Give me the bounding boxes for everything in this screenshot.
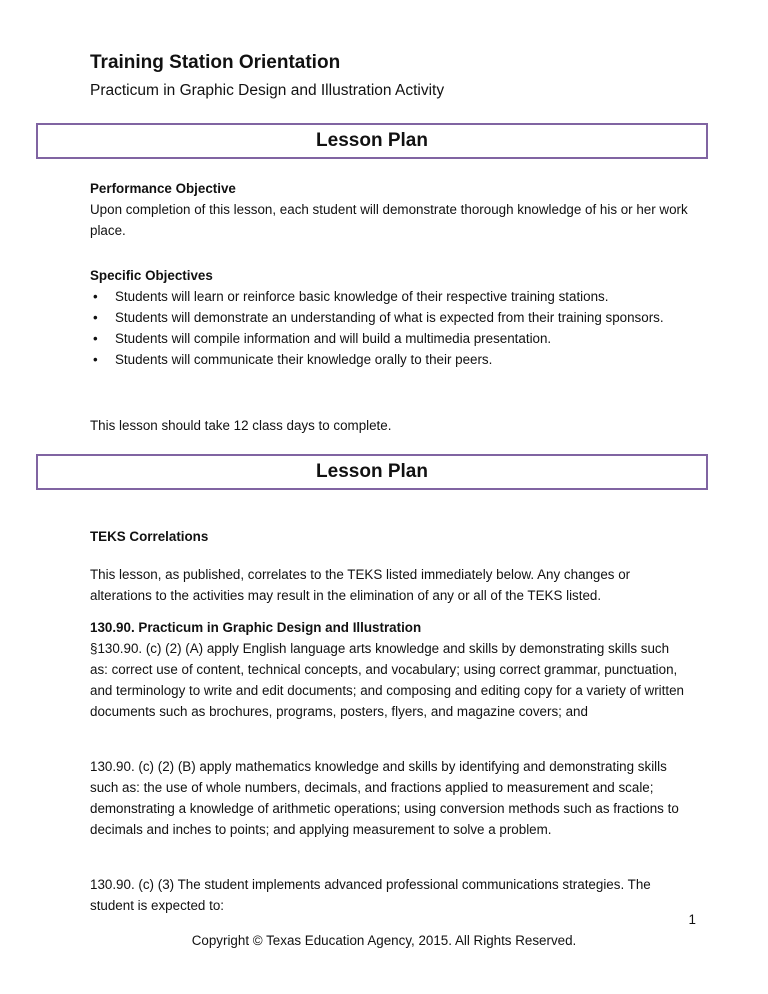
list-item <box>90 349 690 370</box>
document-title: Training Station Orientation <box>90 52 341 73</box>
list-item-text: Students will learn or reinforce basic knowledge of their respective training stations. <box>115 289 609 304</box>
list-item-text: Students will communicate their knowledge orally to their peers. <box>115 352 493 367</box>
bullet-icon: • <box>93 352 98 367</box>
teks-course-section <box>90 617 690 722</box>
specific-objectives-section <box>90 265 690 370</box>
bullet-icon: • <box>93 310 98 325</box>
list-item-text: Students will compile information and will build a multimedia presentation. <box>115 331 552 346</box>
bullet-icon: • <box>93 331 98 346</box>
bullet-icon: • <box>93 289 98 304</box>
specific-objectives-list <box>90 286 690 370</box>
list-item <box>90 328 690 349</box>
document-subtitle: Practicum in Graphic Design and Illustration Activity <box>90 82 445 99</box>
list-item-text: Students will demonstrate an understanding of what is expected from their training sponsors. <box>115 310 664 325</box>
page-number: 1 <box>688 912 696 927</box>
specific-objectives-heading: Specific Objectives <box>90 268 213 283</box>
section-header-lesson-plan: Lesson Plan <box>36 123 708 159</box>
teks-course-heading: 130.90. Practicum in Graphic Design and Illustration <box>90 620 422 635</box>
copyright-footer: Copyright © Texas Education Agency, 2015. All Rights Reserved. <box>191 933 577 948</box>
section-header-lesson-plan: Lesson Plan <box>36 454 708 490</box>
performance-objective-section <box>90 178 690 241</box>
lesson-duration-text: This lesson should take 12 class days to complete. <box>90 418 392 433</box>
performance-objective-text: Upon completion of this lesson, each student will demonstrate thorough knowledge of his or her work place. <box>90 202 688 238</box>
teks-paragraph-2b: 130.90. (c) (2) (B) apply mathematics knowledge and skills by identifying and demonstrating skills such as: the use of whole numbers, decimals, and fractions applied to measurement and scale; demonstrating a knowledge of arithmetic operations; using conversion methods such as fractions to decimals and inches to points; and applying measurement to solve a problem. <box>90 759 679 837</box>
teks-paragraph-2a: §130.90. (c) (2) (A) apply English language arts knowledge and skills by demonstrating skills such as: correct use of content, technical concepts, and vocabulary; using correct grammar, punctuation, and terminology to write and edit documents; and composing and editing copy for a variety of written documents such as brochures, programs, posters, flyers, and magazine covers; and <box>90 641 684 719</box>
performance-objective-heading: Performance Objective <box>90 181 236 196</box>
teks-correlations-heading: TEKS Correlations <box>90 529 209 544</box>
list-item <box>90 307 690 328</box>
teks-paragraph-3: 130.90. (c) (3) The student implements advanced professional communications strategies. The student is expected to: <box>90 877 651 913</box>
list-item <box>90 286 690 307</box>
teks-intro-text: This lesson, as published, correlates to the TEKS listed immediately below. Any changes or alterations to the activities may result in the elimination of any or all of the TEKS listed. <box>90 567 631 603</box>
